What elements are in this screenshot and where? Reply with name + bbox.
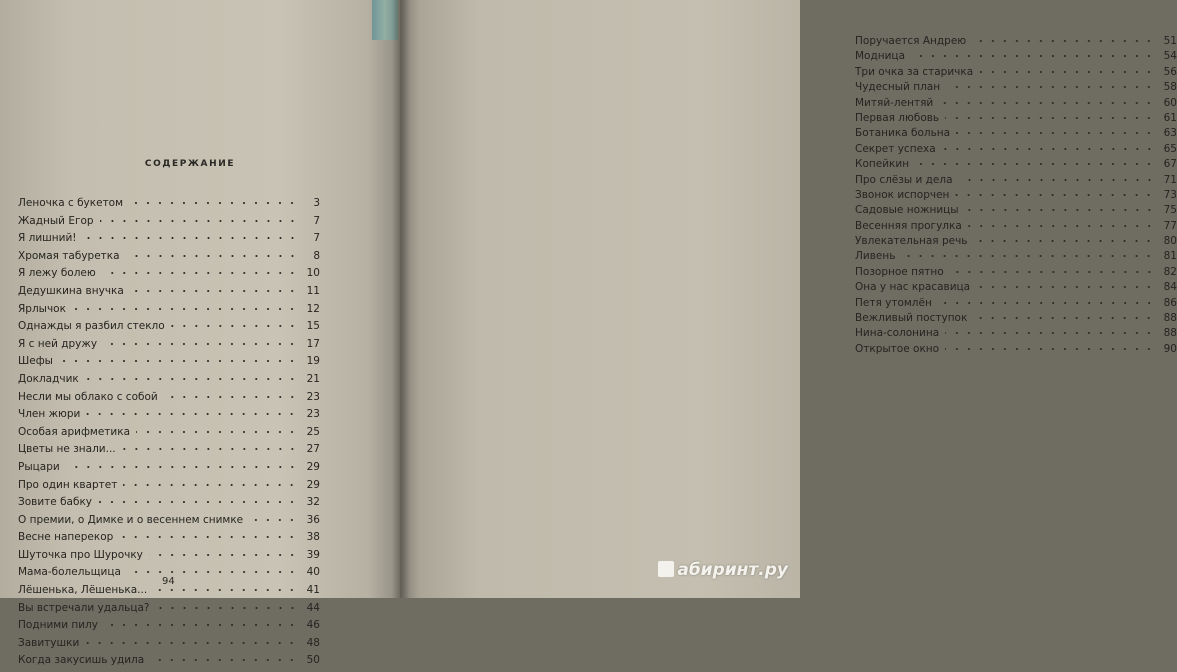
toc-entry-title: Я лишний! — [18, 232, 77, 245]
toc-entry-page: 23 — [306, 408, 320, 421]
dot-leader — [915, 161, 1155, 167]
toc-entry-page: 12 — [306, 302, 320, 315]
toc-entry-page: 19 — [306, 355, 320, 368]
toc-entry-page: 80 — [1163, 235, 1177, 248]
dot-leader — [103, 341, 298, 347]
toc-entry-page: 46 — [306, 619, 320, 632]
toc-entry-title: Жадный Егор — [18, 214, 94, 227]
toc-entry-page: 48 — [306, 636, 320, 649]
toc-entry-page: 86 — [1163, 296, 1177, 309]
toc-entry-page: 10 — [306, 267, 320, 280]
toc-entry — [855, 250, 1177, 265]
toc-entry — [18, 355, 320, 373]
toc-entry-page: 3 — [313, 197, 320, 209]
toc-entry — [18, 619, 320, 637]
toc-entry-page: 17 — [306, 337, 320, 350]
toc-entry-page: 51 — [1163, 35, 1177, 47]
toc-entry-title: Чудесный план — [855, 81, 941, 94]
toc-entry — [18, 267, 320, 285]
dot-leader — [171, 323, 298, 329]
book-gutter — [392, 0, 410, 598]
labirint-logo-icon — [658, 561, 674, 577]
toc-entry-page: 29 — [306, 478, 320, 491]
toc-entry — [855, 127, 1177, 142]
dot-leader — [972, 38, 1155, 44]
dot-leader — [86, 411, 298, 417]
toc-entry-page: 88 — [1163, 327, 1177, 340]
toc-entry-title: Нина-солонина — [855, 327, 940, 340]
toc-entry-title: Вы встречали удальца? — [18, 601, 150, 614]
toc-entry — [18, 320, 320, 338]
watermark — [658, 560, 788, 580]
toc-entry-title: Подними пилу — [18, 619, 98, 632]
dot-leader — [968, 223, 1155, 229]
toc-entry-page: 84 — [1163, 281, 1177, 294]
dot-leader — [973, 315, 1155, 321]
toc-entry-title: Хромая табуретка — [18, 249, 120, 262]
toc-entry-title: Садовые ножницы — [855, 204, 959, 217]
dot-leader — [83, 235, 299, 241]
toc-entry-title: Несли мы облако с собой — [18, 390, 158, 403]
toc-entry-page: 32 — [306, 496, 320, 509]
toc-entry-title: Когда закусишь удила — [18, 654, 145, 667]
toc-entry-title: Лёшенька, Лёшенька... — [18, 584, 148, 597]
toc-entry-page: 21 — [306, 372, 320, 385]
dot-leader — [129, 200, 298, 206]
toc-entry — [855, 281, 1177, 296]
toc-entry-page: 50 — [306, 654, 320, 667]
toc-entry — [855, 235, 1177, 250]
toc-entry-page: 44 — [306, 601, 320, 614]
dot-leader — [98, 499, 298, 505]
left-page — [0, 0, 400, 667]
toc-entry — [18, 496, 320, 514]
toc-entry-page: 15 — [306, 320, 320, 333]
toc-entry — [18, 549, 320, 567]
dot-leader — [136, 429, 298, 435]
toc-entry — [855, 266, 1177, 281]
dot-leader — [965, 207, 1155, 213]
toc-entry-page: 75 — [1163, 204, 1177, 217]
toc-entry — [855, 297, 1177, 312]
toc-entry — [855, 97, 1177, 112]
toc-entry-title: Докладчик — [18, 372, 79, 385]
toc-entry-page: 7 — [313, 214, 320, 227]
toc-entry-title: Про один квартет — [18, 478, 118, 491]
toc-entry-title: Мама-болельщица — [18, 566, 121, 579]
toc-entry-page: 67 — [1163, 158, 1177, 171]
toc-entry — [18, 215, 320, 233]
dot-leader — [249, 517, 298, 523]
dot-leader — [901, 253, 1155, 259]
toc-entry-page: 7 — [313, 232, 320, 245]
toc-entry — [18, 443, 320, 461]
toc-entry — [18, 303, 320, 321]
dot-leader — [945, 330, 1155, 336]
toc-entry — [855, 174, 1177, 189]
toc-entry-title: Ярлычок — [18, 302, 66, 315]
toc-entry-page: 81 — [1163, 250, 1177, 263]
toc-entry — [18, 338, 320, 356]
toc-entry-page: 56 — [1163, 65, 1177, 78]
dot-leader — [942, 146, 1155, 152]
dot-leader — [945, 346, 1155, 352]
dot-leader — [939, 100, 1155, 106]
toc-entry-title: Открытое окно — [855, 342, 940, 355]
toc-entry-title: Модница — [855, 50, 906, 63]
toc-entry-page: 29 — [306, 460, 320, 473]
toc-entry-title: Первая любовь — [855, 111, 940, 124]
toc-list-left — [18, 197, 320, 672]
toc-entry-page: 23 — [306, 390, 320, 403]
toc-entry — [18, 461, 320, 479]
toc-entry-title: Поручается Андрею — [855, 35, 967, 47]
dot-leader — [85, 640, 298, 646]
toc-entry-title: Шефы — [18, 355, 53, 368]
toc-entry — [18, 232, 320, 250]
toc-entry — [855, 189, 1177, 204]
toc-entry-page: 60 — [1163, 96, 1177, 109]
toc-entry-title: Рыцари — [18, 460, 60, 473]
dot-leader — [973, 238, 1155, 244]
toc-entry-title: Член жюри — [18, 408, 81, 421]
toc-entry-page: 82 — [1163, 265, 1177, 278]
toc-entry-title: Я лежу болею — [18, 267, 96, 280]
toc-entry — [855, 204, 1177, 219]
toc-entry — [855, 158, 1177, 173]
toc-entry-title: Вежливый поступок — [855, 312, 968, 325]
toc-entry-page: 73 — [1163, 188, 1177, 201]
dot-leader — [104, 622, 298, 628]
toc-entry — [18, 250, 320, 268]
toc-entry-title: Однажды я разбил стекло — [18, 320, 165, 333]
toc-entry-title: О премии, о Димке и о весеннем снимке — [18, 513, 244, 526]
toc-entry-title: Я с ней дружу — [18, 337, 98, 350]
toc-entry-page: 39 — [306, 548, 320, 561]
toc-entry-title: Особая арифметика — [18, 425, 131, 438]
toc-entry-title: Леночка с букетом — [18, 197, 124, 209]
toc-entry — [18, 373, 320, 391]
toc-entry-page: 40 — [306, 566, 320, 579]
page-number: 94 — [162, 576, 175, 587]
dot-leader — [126, 253, 298, 259]
toc-entry-page: 58 — [1163, 81, 1177, 94]
toc-entry-page: 11 — [306, 284, 320, 297]
toc-entry — [18, 479, 320, 497]
toc-entry — [18, 197, 320, 215]
toc-entry-title: Дедушкина внучка — [18, 284, 124, 297]
toc-entry — [18, 654, 320, 672]
toc-entry-page: 27 — [306, 443, 320, 456]
dot-leader — [85, 376, 298, 382]
toc-entry — [855, 50, 1177, 65]
dot-leader — [945, 115, 1155, 121]
dot-leader — [938, 300, 1155, 306]
toc-entry-title: Секрет успеха — [855, 142, 936, 155]
toc-entry — [18, 531, 320, 549]
dot-leader — [959, 177, 1155, 183]
watermark-text: абиринт.ру — [677, 560, 788, 580]
toc-entry — [855, 143, 1177, 158]
toc-entry — [855, 312, 1177, 327]
dot-leader — [153, 587, 298, 593]
contents-heading: СОДЕРЖАНИЕ — [144, 159, 236, 169]
toc-entry-title: Ботаника больна — [855, 127, 951, 140]
toc-entry-page: 54 — [1163, 50, 1177, 63]
dot-leader — [979, 69, 1155, 75]
dot-leader — [130, 288, 298, 294]
toc-entry-page: 63 — [1163, 127, 1177, 140]
toc-entry-page: 71 — [1163, 173, 1177, 186]
dot-leader — [122, 446, 298, 452]
dot-leader — [955, 192, 1155, 198]
dot-leader — [100, 218, 298, 224]
dot-leader — [956, 130, 1155, 136]
right-page — [400, 0, 1177, 598]
toc-entry-title: Позорное пятно — [855, 265, 944, 278]
toc-entry — [18, 602, 320, 620]
toc-entry — [18, 285, 320, 303]
toc-entry-page: 65 — [1163, 142, 1177, 155]
toc-entry-page: 88 — [1163, 312, 1177, 325]
toc-entry — [18, 514, 320, 532]
toc-entry-title: Про слёзы и дела — [855, 173, 953, 186]
toc-entry — [855, 343, 1177, 358]
toc-entry-title: Звонок испорчен — [855, 188, 950, 201]
toc-entry — [18, 408, 320, 426]
toc-list-right — [855, 35, 1177, 358]
dot-leader — [156, 605, 298, 611]
toc-entry — [855, 112, 1177, 127]
toc-entry — [18, 391, 320, 409]
dot-leader — [66, 464, 298, 470]
toc-entry-page: 90 — [1163, 342, 1177, 355]
dot-leader — [946, 84, 1155, 90]
toc-entry-title: Она у нас красавица — [855, 281, 971, 294]
toc-entry-title: Увлекательная речь — [855, 235, 968, 248]
toc-entry-title: Завитушки — [18, 636, 80, 649]
toc-entry-title: Весенняя прогулка — [855, 219, 962, 232]
toc-entry — [855, 220, 1177, 235]
toc-entry-page: 25 — [306, 425, 320, 438]
toc-entry — [855, 81, 1177, 96]
dot-leader — [72, 306, 298, 312]
toc-entry-page: 38 — [306, 531, 320, 544]
toc-entry — [855, 66, 1177, 81]
dot-leader — [149, 552, 298, 558]
toc-entry-title: Цветы не знали... — [18, 443, 116, 456]
toc-entry-title: Ливень — [855, 250, 896, 263]
dot-leader — [150, 657, 298, 663]
toc-entry-page: 36 — [306, 513, 320, 526]
dot-leader — [102, 270, 298, 276]
toc-entry — [855, 327, 1177, 342]
dot-leader — [950, 269, 1155, 275]
toc-entry-page: 8 — [313, 249, 320, 262]
toc-entry-page: 61 — [1163, 111, 1177, 124]
dot-leader — [123, 482, 298, 488]
toc-entry-title: Митяй-лентяй — [855, 96, 934, 109]
dot-leader — [119, 534, 298, 540]
toc-entry — [18, 426, 320, 444]
toc-entry-title: Копейкин — [855, 158, 910, 171]
toc-entry-title: Зовите бабку — [18, 496, 93, 509]
dot-leader — [911, 53, 1155, 59]
toc-entry-title: Петя утомлён — [855, 296, 932, 309]
toc-entry-title: Весне наперекор — [18, 531, 114, 544]
dot-leader — [59, 358, 298, 364]
toc-entry-title: Три очка за старичка — [855, 65, 974, 78]
toc-entry — [855, 35, 1177, 50]
toc-entry — [18, 637, 320, 655]
toc-entry-page: 77 — [1163, 219, 1177, 232]
dot-leader — [127, 569, 298, 575]
toc-entry-title: Шуточка про Шурочку — [18, 548, 143, 561]
dot-leader — [976, 284, 1155, 290]
dot-leader — [164, 394, 298, 400]
toc-entry-page: 41 — [306, 584, 320, 597]
